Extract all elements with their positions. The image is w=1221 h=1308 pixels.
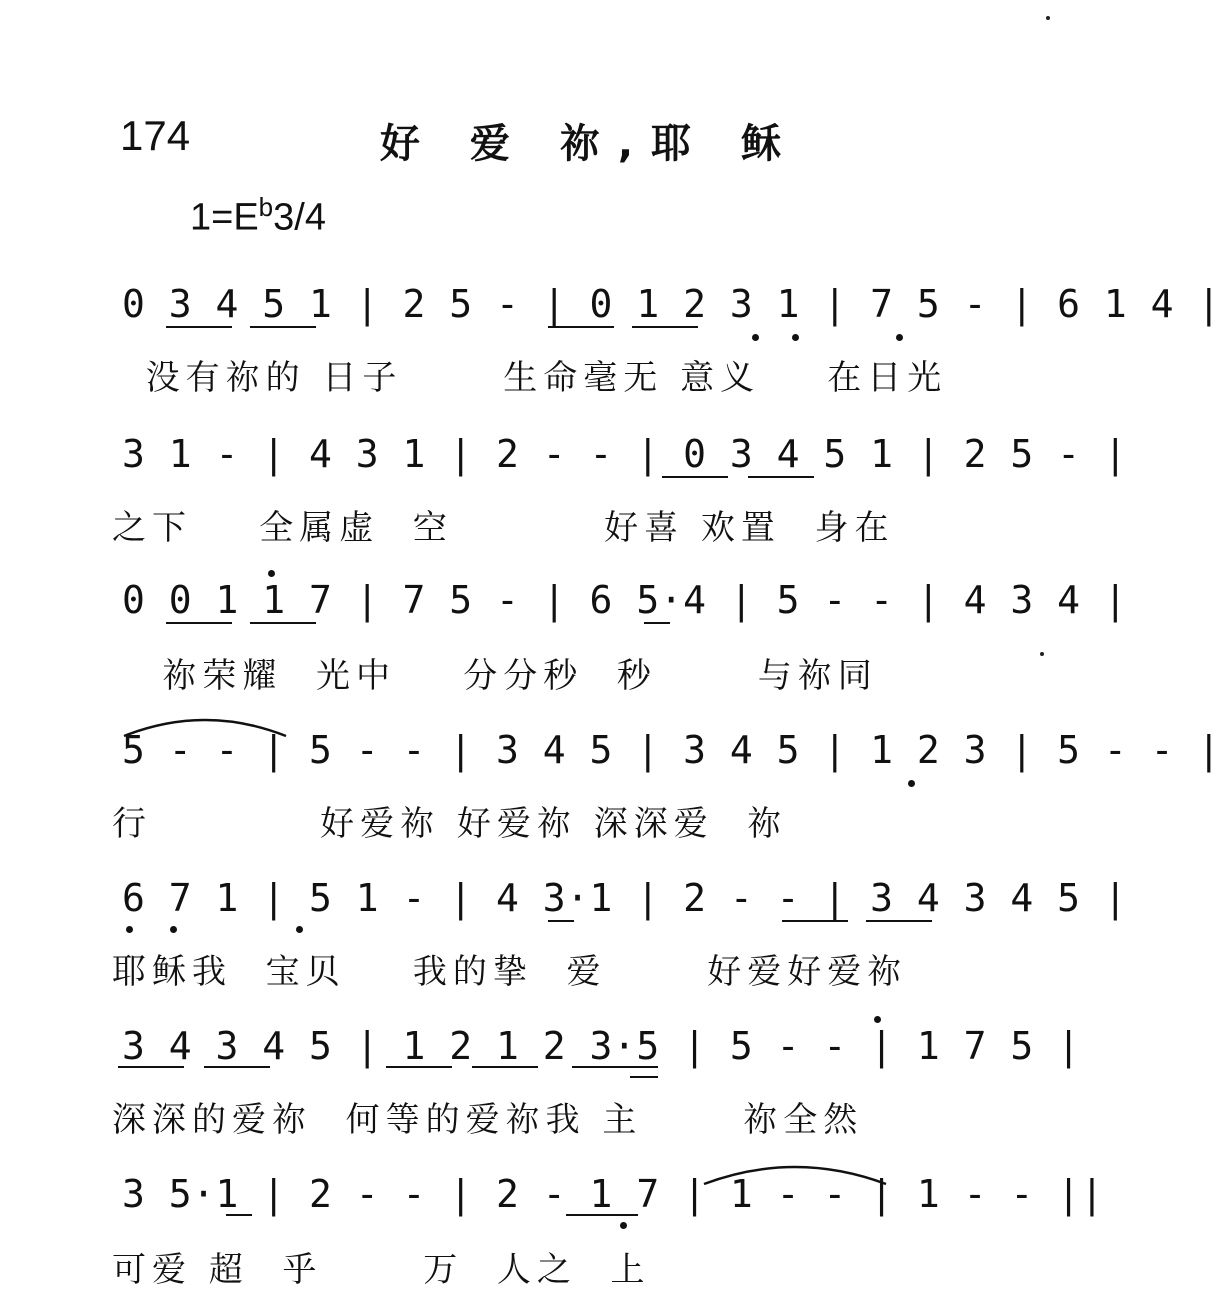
- notation-line-2: 3 1 - | 4 3 1 | 2 - - | 0 3 4 5 1 | 2 5 - |: [122, 432, 1128, 476]
- octave-dot: [126, 926, 133, 933]
- octave-dot: [792, 334, 799, 341]
- lyric-line-7: 可爱 超 乎 万 人之 上: [112, 1250, 651, 1290]
- notation-line-6: 3 4 3 4 5 | 1 2 1 2 3·5 | 5 - - | 1 7 5 |: [122, 1024, 1081, 1068]
- hymn-number: 174: [120, 112, 191, 159]
- beam: [386, 1066, 452, 1068]
- octave-dot: [874, 1016, 881, 1023]
- beam: [472, 1066, 538, 1068]
- octave-dot: [296, 926, 303, 933]
- scan-speck: [1046, 16, 1050, 20]
- tie-arc: [700, 1158, 890, 1188]
- beam: [662, 476, 728, 478]
- lyric-line-1: 没有祢的 日子 生命毫无 意义 在日光: [112, 358, 948, 398]
- scan-speck: [1040, 652, 1044, 656]
- beam: [204, 1066, 270, 1068]
- lyric-line-6: 深深的爱祢 何等的爱祢我 主 祢全然: [112, 1100, 864, 1140]
- beam: [630, 1076, 658, 1078]
- beam: [782, 920, 848, 922]
- beam: [250, 622, 316, 624]
- notation-line-1: 0 3 4 5 1 | 2 5 - | 0 1 2 3 1 | 7 5 - | 6 1 4 |: [122, 282, 1221, 326]
- notation-line-7: 3 5·1 | 2 - - | 2 - 1 7 | 1 - - | 1 - - ||: [122, 1172, 1104, 1216]
- beam: [226, 1214, 252, 1216]
- beam: [566, 1214, 638, 1216]
- key-prefix: 1=E: [190, 196, 259, 239]
- notation-line-5: 6 7 1 | 5 1 - | 4 3·1 | 2 - - | 3 4 3 4 5 |: [122, 876, 1128, 920]
- beam: [118, 1066, 184, 1068]
- lyric-line-5: 耶稣我 宝贝 我的挚 爱 好爱好爱祢: [112, 952, 908, 992]
- beam: [548, 920, 574, 922]
- key-flat: b: [258, 192, 274, 222]
- lyric-line-4: 行 好爱祢 好爱祢 深深爱 祢: [112, 804, 788, 844]
- octave-dot: [908, 780, 915, 787]
- beam: [572, 1066, 658, 1068]
- beam: [644, 622, 670, 624]
- lyric-line-2: 之下 全属虚 空 好喜 欢置 身在: [112, 508, 895, 548]
- lyric-line-3: 祢荣耀 光中 分分秒 秒 与祢同: [112, 656, 878, 696]
- octave-dot: [620, 1222, 627, 1229]
- notation-line-4: 5 - - | 5 - - | 3 4 5 | 3 4 5 | 1 2 3 | 5 - - |: [122, 728, 1221, 772]
- time-signature: 3/4: [273, 196, 326, 239]
- beam: [748, 476, 814, 478]
- octave-dot: [170, 926, 177, 933]
- beam: [632, 326, 698, 328]
- beam: [548, 326, 614, 328]
- octave-dot: [896, 334, 903, 341]
- notation-line-3: 0 0 1 1 7 | 7 5 - | 6 5·4 | 5 - - | 4 3 4 |: [122, 578, 1128, 622]
- hymn-title: 好 爱 祢,耶 稣: [380, 121, 799, 167]
- tie-arc: [120, 710, 290, 740]
- beam: [166, 326, 232, 328]
- octave-dot: [268, 570, 275, 577]
- key-signature: [190, 192, 326, 240]
- beam: [166, 622, 232, 624]
- beam: [250, 326, 316, 328]
- octave-dot: [752, 334, 759, 341]
- beam: [866, 920, 932, 922]
